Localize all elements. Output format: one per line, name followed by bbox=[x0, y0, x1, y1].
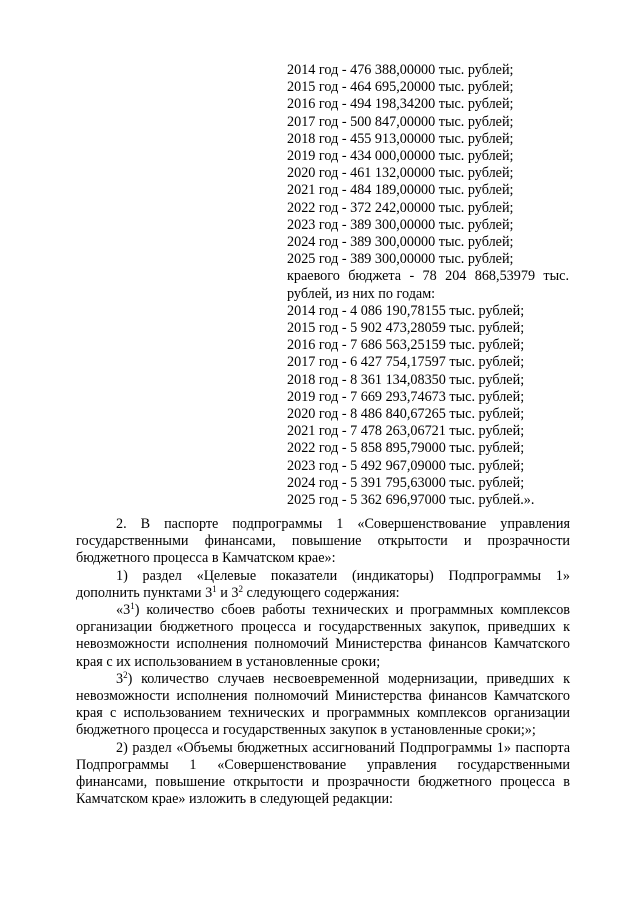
item-3-1-text: ) количество сбоев работы технических и программных комплексов организации бюджетного процесса и государственных закупок, приведших к невозможности исполнения полномочий Министерства финансов Камчатского края с их использованием в установленные сроки; bbox=[76, 602, 570, 670]
budget-funding-list bbox=[287, 303, 569, 509]
item-3-2 bbox=[76, 671, 570, 740]
funding-year-line: 2014 год - 476 388,00000 тыс. рублей; bbox=[287, 62, 514, 78]
paragraph-2-2: 2) раздел «Объемы бюджетных ассигнований Подпрограммы 1» паспорта Подпрограммы 1 «Совершенствование управления государственными финансами, повышение открытости и прозрачности бюджетного процесса в Камчатском крае» изложить в следующей редакции: bbox=[76, 739, 570, 808]
funding-year-line: 2025 год - 389 300,00000 тыс. рублей; bbox=[287, 251, 514, 268]
budget-total-heading-cont: рублей, из них по годам: bbox=[287, 285, 436, 302]
funding-year-line: 2016 год - 494 198,34200 тыс. рублей; bbox=[287, 96, 514, 113]
paragraph-2-1-text: и 3 bbox=[216, 584, 239, 601]
document-body bbox=[76, 516, 570, 808]
superscript: 1 bbox=[212, 583, 217, 594]
funding-column bbox=[287, 62, 569, 509]
budget-year-line: 2023 год - 5 492 967,09000 тыс. рублей; bbox=[287, 457, 525, 474]
budget-year-line: 2019 год - 7 669 293,74673 тыс. рублей; bbox=[287, 388, 525, 405]
budget-year-line: 2022 год - 5 858 895,79000 тыс. рублей; bbox=[287, 440, 525, 457]
budget-year-line: 2025 год - 5 362 696,97000 тыс. рублей.». bbox=[287, 492, 535, 509]
budget-year-line: 2017 год - 6 427 754,17597 тыс. рублей; bbox=[287, 354, 525, 371]
paragraph-2-1-text: следующего содержания: bbox=[242, 584, 400, 601]
funding-year-line: 2018 год - 455 913,00000 тыс. рублей; bbox=[287, 130, 514, 147]
budget-year-line: 2015 год - 5 902 473,28059 тыс. рублей; bbox=[287, 320, 525, 337]
funding-year-line: 2022 год - 372 242,00000 тыс. рублей; bbox=[287, 199, 514, 216]
budget-year-line: 2020 год - 8 486 840,67265 тыс. рублей; bbox=[287, 406, 525, 423]
superscript: 1 bbox=[130, 601, 135, 612]
budget-year-line: 2016 год - 7 686 563,25159 тыс. рублей; bbox=[287, 337, 525, 354]
funding-year-line: 2017 год - 500 847,00000 тыс. рублей; bbox=[287, 113, 514, 130]
funding-year-line: 2021 год - 484 189,00000 тыс. рублей; bbox=[287, 182, 514, 199]
superscript: 2 bbox=[238, 583, 243, 594]
superscript: 2 bbox=[123, 669, 128, 680]
funding-year-line: 2019 год - 434 000,00000 тыс. рублей; bbox=[287, 148, 514, 165]
regional-funding-list bbox=[287, 62, 569, 268]
budget-year-line: 2021 год - 7 478 263,06721 тыс. рублей; bbox=[287, 423, 525, 440]
item-3-1-text: «3 bbox=[116, 602, 131, 619]
paragraph-2-1-text: 1) раздел «Целевые показатели (индикаторы) Подпрограммы 1» дополнить пунктами 3 bbox=[76, 567, 570, 601]
funding-year-line: 2015 год - 464 695,20000 тыс. рублей; bbox=[287, 79, 514, 96]
budget-year-line: 2024 год - 5 391 795,63000 тыс. рублей; bbox=[287, 474, 525, 491]
funding-year-line: 2023 год - 389 300,00000 тыс. рублей; bbox=[287, 216, 514, 233]
paragraph-2-1 bbox=[76, 568, 570, 602]
budget-year-line: 2018 год - 8 361 134,08350 тыс. рублей; bbox=[287, 371, 525, 388]
item-3-2-text: 3 bbox=[116, 670, 124, 687]
budget-total-heading: краевого бюджета - 78 204 868,53979 тыс. bbox=[287, 268, 569, 285]
item-3-1 bbox=[76, 602, 570, 671]
funding-year-line: 2020 год - 461 132,00000 тыс. рублей; bbox=[287, 165, 514, 182]
paragraph-2: 2. В паспорте подпрограммы 1 «Совершенствование управления государственными финансами, повышение открытости и прозрачности бюджетного процесса в Камчатском крае»: bbox=[76, 516, 570, 567]
funding-year-line: 2024 год - 389 300,00000 тыс. рублей; bbox=[287, 234, 514, 251]
budget-year-line: 2014 год - 4 086 190,78155 тыс. рублей; bbox=[287, 302, 525, 319]
item-3-2-text: ) количество случаев несвоевременной модернизации, приведших к невозможности исполнения полномочий Министерства финансов Камчатского края с использованием технических и программных комплексов организации бюджетного процесса и государственных закупок в установленные сроки;»; bbox=[76, 670, 570, 739]
